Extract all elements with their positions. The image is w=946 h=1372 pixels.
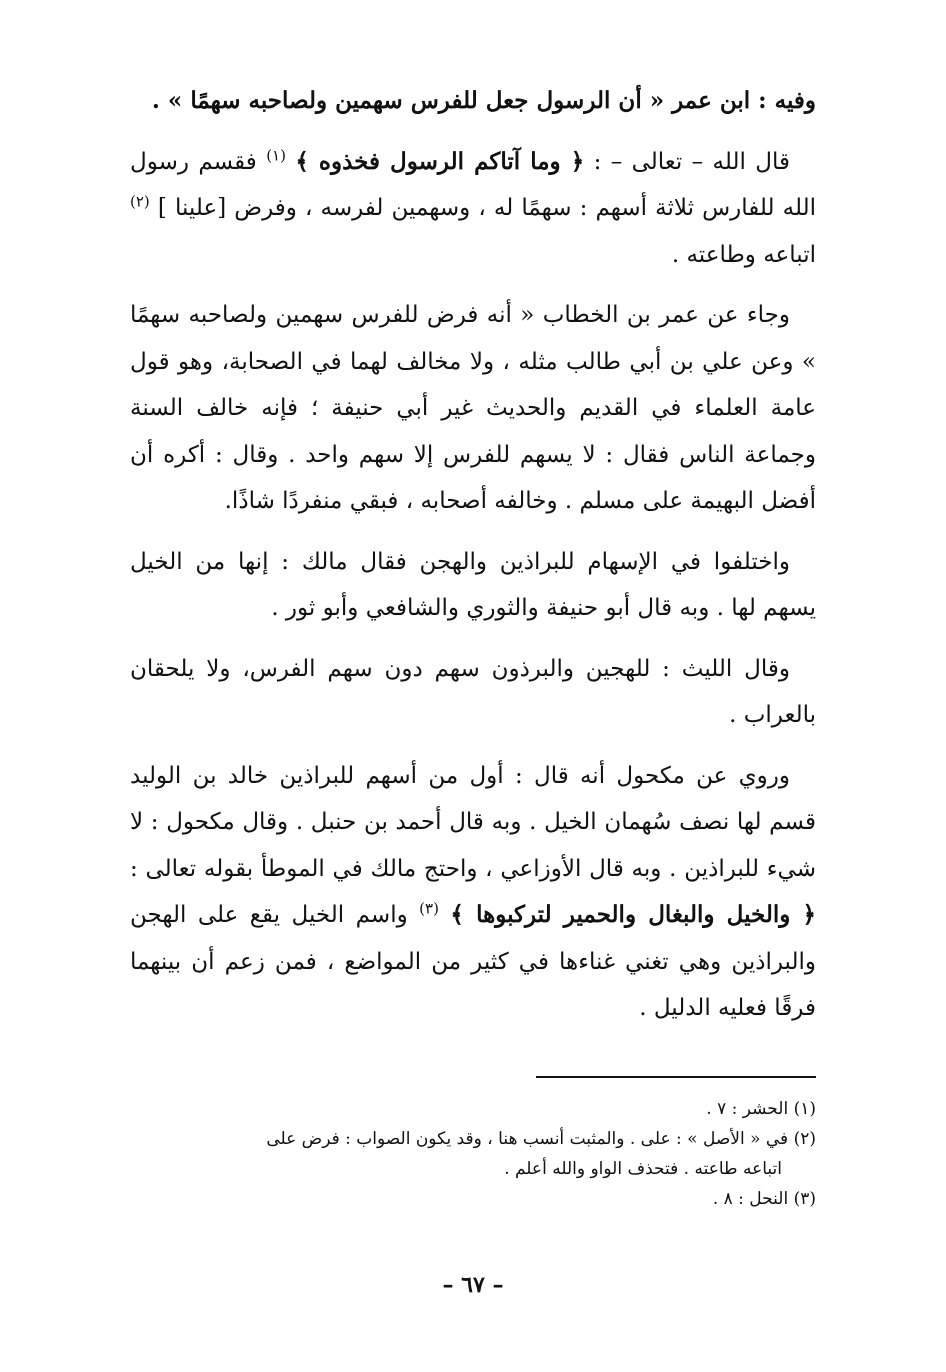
footnote-3: (٣) النحل : ٨ .	[712, 1189, 816, 1209]
paragraph-2-rest-a: فقسم رسول الله للفارس ثلاثة أسهم : سهمًا له ، وسهمين لفرسه ، وفرض [علينا ]	[130, 148, 816, 221]
footnote-divider	[536, 1076, 816, 1078]
main-text	[130, 78, 816, 1032]
quran-verse-2: ﴿ والخيل والبغال والحمير لتركبوها ﴾	[450, 901, 816, 928]
paragraph-2-rest-b: اتباعه وطاعته .	[671, 241, 816, 268]
page-number: – ٦٧ –	[442, 1272, 504, 1298]
paragraph-6-intro: وروي عن مكحول أنه قال : أول من أسهم للبراذين خالد بن الوليد قسم لها نصف سُهمان الخيل . وبه قال أحمد بن حنبل . وقال مكحول : لا شيء للبراذين . وبه قال الأوزاعي ، واحتج مالك في الموطأ بقوله تعالى :	[130, 762, 816, 882]
paragraph-1: وفيه : ابن عمر « أن الرسول جعل للفرس سهمين ولصاحبه سهمًا » .	[151, 87, 816, 114]
paragraph-4: واختلفوا في الإسهام للبراذين والهجن فقال مالك : إنها من الخيل يسهم لها . وبه قال أبو حنيفة والثوري والشافعي وأبو ثور .	[130, 548, 816, 621]
paragraph-2	[130, 139, 816, 279]
paragraph-6	[130, 753, 816, 1032]
paragraph-3: وجاء عن عمر بن الخطاب « أنه فرض للفرس سهمين ولصاحبه سهمًا » وعن علي بن أبي طالب مثله ، ولا مخالف لهما في الصحابة، وهو قول عامة العلماء في القديم والحديث غير أبي حنيفة ؛ فإنه خالف السنة وجماعة الناس فقال : لا يسهم للفرس إلا سهم واحد . وقال : أكره أن أفضل البهيمة على مسلم . وخالفه أصحابه ، فبقي منفردًا شاذًا.	[130, 302, 816, 514]
paragraph-2-intro: قال الله – تعالى – :	[584, 148, 790, 175]
footnote-2: (٢) في « الأصل » : على . والمثبت أنسب هنا ، وقد يكون الصواب : فرض على	[266, 1129, 816, 1149]
footnote-2-continuation: اتباعه طاعته . فتحذف الواو والله أعلم .	[504, 1159, 782, 1179]
footnotes	[130, 1094, 816, 1214]
footnote-ref-3: (٣)	[419, 899, 439, 918]
paragraph-6-rest: واسم الخيل يقع على الهجن والبراذين وهي تغني غناءها في كثير من المواضع ، فمن زعم أن بينهما فرقًا فعليه الدليل .	[130, 902, 816, 1021]
footnote-1: (١) الحشر : ٧ .	[706, 1099, 816, 1119]
footnote-ref-1: (١)	[266, 145, 286, 164]
footnote-ref-2: (٢)	[130, 192, 150, 211]
paragraph-5: وقال الليث : للهجين والبرذون سهم دون سهم الفرس، ولا يلحقان بالعراب .	[130, 655, 816, 728]
quran-verse-1: ﴿ وما آتاكم الرسول فخذوه ﴾	[295, 147, 585, 175]
